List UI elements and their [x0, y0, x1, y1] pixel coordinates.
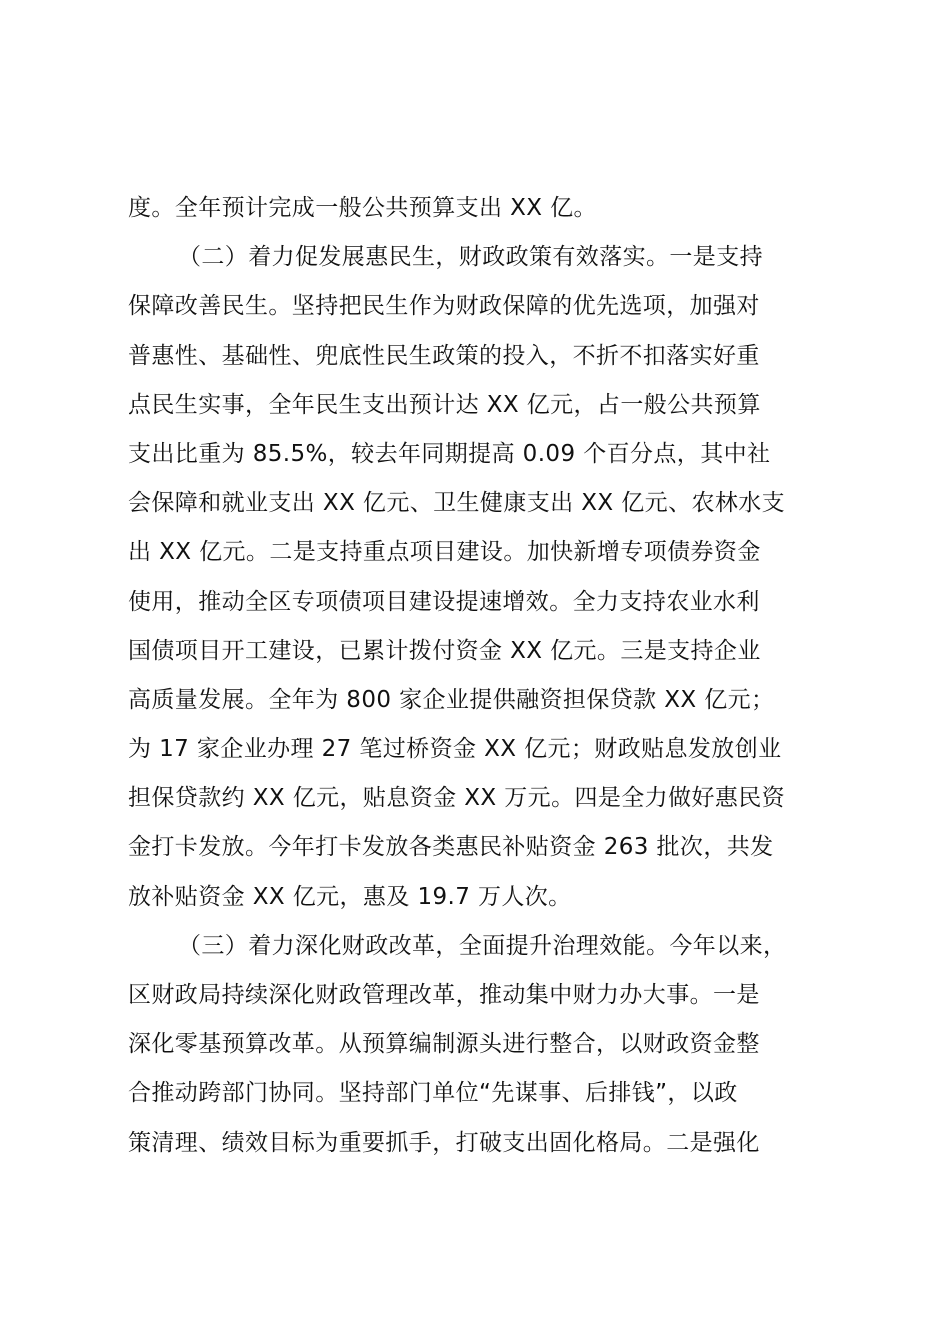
- text-line: 担保贷款约 XX 亿元，贴息资金 XX 万元。四是全力做好惠民资: [128, 785, 786, 812]
- text-line: 为 17 家企业办理 27 笔过桥资金 XX 亿元；财政贴息发放创业: [128, 736, 782, 763]
- text-line: 点民生实事，全年民生支出预计达 XX 亿元，占一般公共预算: [128, 391, 761, 418]
- text-line: 会保障和就业支出 XX 亿元、卫生健康支出 XX 亿元、农林水支: [128, 490, 786, 517]
- text-line: 高质量发展。全年为 800 家企业提供融资担保贷款 XX 亿元；: [128, 686, 775, 713]
- text-line: 区财政局持续深化财政管理改革，推动集中财力办大事。一是: [128, 982, 760, 1008]
- text-line: 保障改善民生。坚持把民生作为财政保障的优先选项，加强对: [128, 293, 760, 320]
- text-line: 金打卡发放。今年打卡发放各类惠民补贴资金 263 批次，共发: [128, 834, 774, 861]
- text-line: 度。全年预计完成一般公共预算支出 XX 亿。: [128, 195, 597, 221]
- text-line: 使用，推动全区专项债项目建设提速增效。全力支持农业水利: [128, 588, 760, 615]
- text-line: 普惠性、基础性、兜底性民生政策的投入，不折不扣落实好重: [128, 342, 760, 369]
- text-line: 出 XX 亿元。二是支持重点项目建设。加快新增专项债券资金: [128, 539, 761, 566]
- text-line: 深化零基预算改革。从预算编制源头进行整合，以财政资金整: [128, 1031, 760, 1058]
- text-line: 支出比重为 85.5%，较去年同期提高 0.09 个百分点，其中社: [128, 440, 771, 467]
- paragraph-heading-line: （二）着力促发展惠民生，财政政策有效落实。一是支持: [178, 244, 763, 271]
- text-line: 国债项目开工建设，已累计拨付资金 XX 亿元。三是支持企业: [128, 637, 761, 664]
- text-line: 放补贴资金 XX 亿元，惠及 19.7 万人次。: [128, 883, 572, 910]
- text-line: 策清理、绩效目标为重要抓手，打破支出固化格局。二是强化: [128, 1129, 760, 1156]
- text-line: 合推动跨部门协同。坚持部门单位“先谋事、后排钱”，以政: [128, 1080, 738, 1107]
- body-text: [128, 184, 848, 1168]
- paragraph-heading-line: （三）着力深化财政改革，全面提升治理效能。今年以来，: [178, 932, 787, 959]
